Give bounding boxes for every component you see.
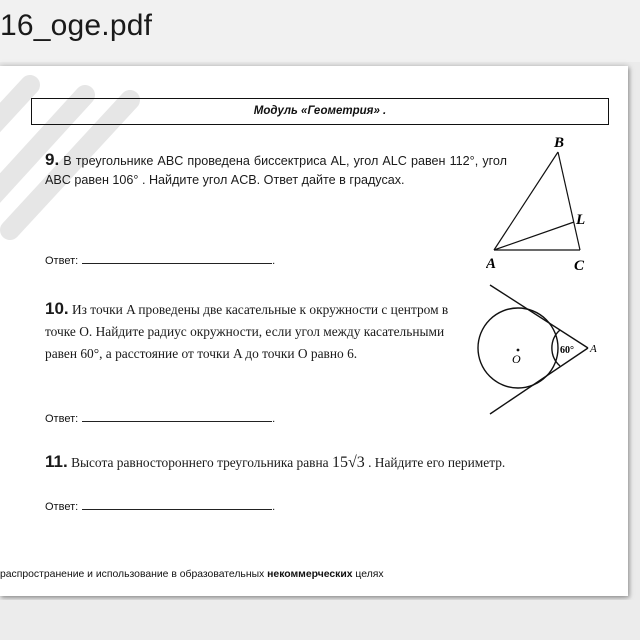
window-title-bar [0, 0, 640, 62]
label-c: C [574, 258, 585, 274]
task-10-text: 10. Из точки A проведены две касательные к окружности с центром в точке O. Найдите радиус окружности, если угол между касательными равен 60°, а расстояние от точки A до точки O равно 6. [45, 299, 449, 361]
answer-11-field[interactable] [82, 499, 272, 510]
task-10 [45, 298, 450, 365]
center-point [517, 349, 520, 352]
answer-9: Ответ: . [45, 255, 276, 267]
label-o: O [512, 352, 521, 366]
task-9-number: 9. [45, 150, 60, 169]
side-ab [494, 152, 558, 250]
label-a: A [590, 343, 597, 355]
angle-label: 60° [560, 345, 574, 356]
task-11-value: 15√3 [331, 454, 365, 471]
triangle-figure [486, 132, 596, 282]
module-title: Модуль «Геометрия» . [253, 105, 387, 117]
tangent-lower [490, 348, 588, 414]
window-title: 16_oge.pdf [0, 9, 153, 42]
task-11 [45, 451, 605, 474]
tangent-upper [490, 285, 588, 348]
answer-10: Ответ: . [45, 413, 276, 425]
label-l: L [576, 212, 586, 228]
answer-9-field[interactable] [82, 253, 272, 264]
task-10-number: 10. [45, 299, 69, 318]
label-b: B [554, 135, 565, 151]
pdf-page[interactable] [0, 66, 628, 596]
answer-10-field[interactable] [82, 411, 272, 422]
answer-11: Ответ: . [45, 501, 276, 513]
task-9-text: 9. В треугольнике ABC проведена биссектриса AL, угол ALC равен 112°, угол ABC равен 106° . Найдите угол ACB. Ответ дайте в градусах. [45, 150, 508, 187]
side-bc [558, 152, 580, 250]
task-11-number: 11. [45, 452, 68, 471]
viewer-background [0, 600, 640, 640]
module-header [31, 98, 609, 125]
bisector-al [494, 222, 574, 250]
label-a: A [486, 256, 497, 272]
task-11-text: 11. Высота равностороннего треугольника равна 15√3 . Найдите его периметр. [45, 452, 506, 471]
page-footer: распространение и использование в образовательных некоммерческих целях [0, 569, 384, 580]
circle-tangents-figure [468, 278, 608, 420]
task-9 [45, 150, 507, 190]
angle-arc [552, 330, 560, 366]
